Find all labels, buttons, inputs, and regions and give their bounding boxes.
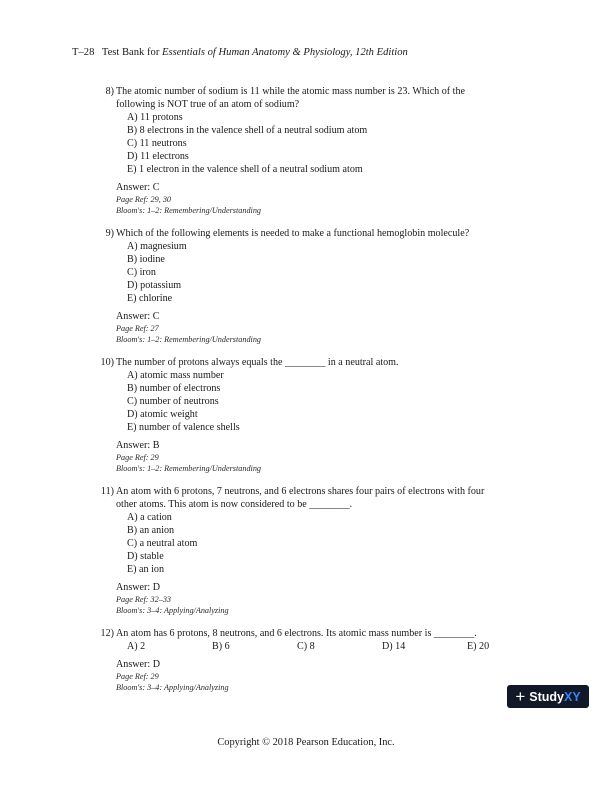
choice-list — [104, 111, 514, 176]
choice-a: A) magnesium — [127, 241, 187, 252]
studyxy-badge[interactable] — [507, 685, 589, 708]
choice-list — [104, 369, 514, 434]
question-11 — [100, 485, 514, 616]
choice-list — [104, 640, 514, 653]
question-number: 9) — [105, 228, 114, 239]
question-text: The number of protons always equals the ________ in a neutral atom. — [116, 357, 399, 368]
choice-b: B) number of electrons — [127, 383, 221, 394]
page-number: T–28 — [72, 47, 95, 58]
choice-e: E) 1 electron in the valence shell of a neutral sodium atom — [127, 164, 363, 175]
choice-d: D) potassium — [127, 280, 182, 291]
choice-b: B) 6 — [212, 641, 230, 652]
blooms-level: Bloom's: 1–2: Remembering/Understanding — [116, 464, 262, 473]
choice-a: A) a cation — [127, 512, 172, 523]
choice-list — [104, 511, 514, 576]
question-text: following is NOT true of an atom of sodium? — [116, 99, 300, 110]
choice-list — [104, 240, 514, 305]
page-ref: Page Ref: 32–33 — [116, 595, 172, 604]
choice-e: E) an ion — [127, 564, 164, 575]
blooms-level: Bloom's: 1–2: Remembering/Understanding — [116, 206, 262, 215]
copyright-footer: Copyright © 2018 Pearson Education, Inc. — [217, 737, 395, 748]
choice-c: C) 11 neutrons — [127, 138, 187, 149]
choice-d: D) atomic weight — [127, 409, 198, 420]
answer: Answer: D — [116, 659, 161, 670]
choice-c: C) iron — [127, 267, 156, 278]
page-ref: Page Ref: 29 — [116, 672, 159, 681]
page-header — [72, 47, 408, 58]
page-ref: Page Ref: 29, 30 — [116, 195, 172, 204]
question-10 — [100, 356, 514, 474]
choice-d: D) stable — [127, 551, 164, 562]
question-number: 8) — [105, 86, 114, 97]
question-text: Which of the following elements is needed to make a functional hemoglobin molecule? — [116, 228, 470, 239]
blooms-level: Bloom's: 3–4: Applying/Analyzing — [116, 683, 229, 692]
choice-b: B) 8 electrons in the valence shell of a neutral sodium atom — [127, 125, 368, 136]
badge-text-accent: XY — [563, 689, 581, 704]
question-8 — [104, 85, 514, 216]
question-text: An atom with 6 protons, 7 neutrons, and 6 electrons shares four pairs of electrons with four — [116, 486, 485, 497]
plus-icon: + — [515, 687, 526, 706]
choice-b: B) an anion — [127, 525, 175, 536]
question-text: The atomic number of sodium is 11 while the atomic mass number is 23. Which of the — [116, 86, 466, 97]
answer: Answer: C — [116, 311, 160, 322]
badge-text: Study — [529, 689, 564, 704]
page-ref: Page Ref: 27 — [116, 324, 159, 333]
choice-c: C) a neutral atom — [127, 538, 198, 549]
choice-d: D) 11 electrons — [127, 151, 189, 162]
choice-a: A) 11 protons — [127, 112, 183, 123]
choice-e: E) 20 — [467, 641, 490, 652]
page-ref: Page Ref: 29 — [116, 453, 159, 462]
choice-c: C) number of neutrons — [127, 396, 219, 407]
choice-d: D) 14 — [382, 641, 406, 652]
answer: Answer: C — [116, 182, 160, 193]
question-text: An atom has 6 protons, 8 neutrons, and 6 electrons. Its atomic mass number is ________. — [116, 628, 477, 639]
answer: Answer: D — [116, 582, 161, 593]
choice-b: B) iodine — [127, 254, 165, 265]
question-number: 11) — [100, 486, 114, 497]
question-text: other atoms. This atom is now considered to be ________. — [116, 499, 353, 510]
question-number: 12) — [100, 628, 114, 639]
choice-a: A) 2 — [127, 641, 146, 652]
choice-e: E) number of valence shells — [127, 422, 240, 433]
blooms-level: Bloom's: 3–4: Applying/Analyzing — [116, 606, 229, 615]
question-list — [100, 85, 514, 704]
choice-c: C) 8 — [297, 641, 315, 652]
question-12 — [100, 627, 514, 693]
question-number: 10) — [100, 357, 114, 368]
blooms-level: Bloom's: 1–2: Remembering/Understanding — [116, 335, 262, 344]
choice-e: E) chlorine — [127, 293, 173, 304]
question-9 — [104, 227, 514, 345]
answer: Answer: B — [116, 440, 160, 451]
header-prefix: Test Bank for — [101, 47, 160, 58]
choice-a: A) atomic mass number — [127, 370, 224, 381]
book-title: Essentials of Human Anatomy & Physiology, 12th Edition — [162, 47, 408, 58]
